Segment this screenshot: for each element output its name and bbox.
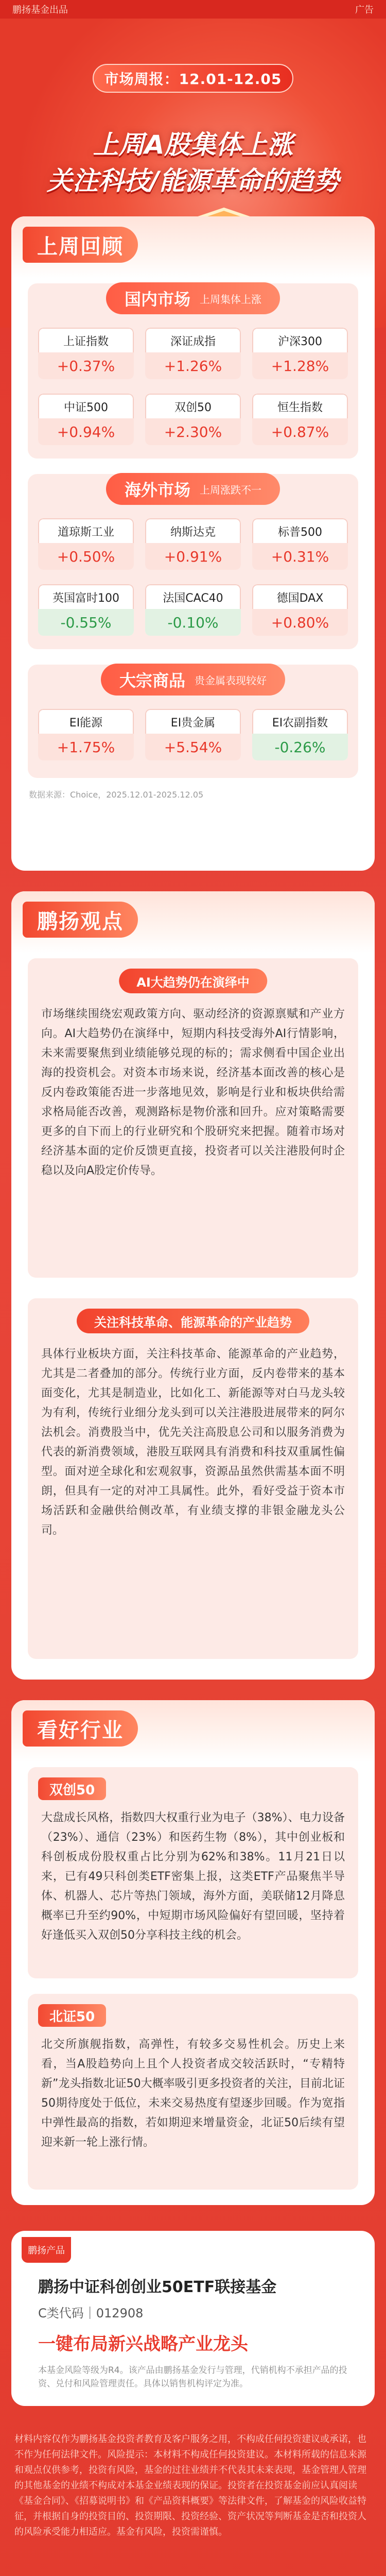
industry-paragraph-2: 北交所旗舰指数，高弹性，有较多交易性机会。历史上来看，当A股趋势向上且个人投资者成交较活跃时，“专精特新”龙头指数北证50大概率吸引更多投资者的关注，目前北证50期待度处于低位，未来交易热度有望逐步回暖。作为宽指中弹性最高的指数，若如期迎来增量资金，北证50后续有望迎来新一轮上涨行情。	[41, 2038, 345, 2149]
disclaimer-text: 材料内容仅作为鹏扬基金投资者教育及客户服务之用，不构成任何投资建议或承诺，也不作为任何法律文件。风险提示：本材料不构成任何投资建议。本材料所载的信息来源和观点仅供参考，投资有风险，基金的过往业绩并不代表其未来表现，基金管理人管理的其他基金的业绩不构成对本基金业绩表现的保证。投资者在投资基金前应认真阅读《基金合同》、《招募说明书》和《产品资料概要》等法律文件，了解基金的风险收益特征，并根据自身的投资目的、投资期限、投资经验、资产状况等判断基金是否和投资人的风险承受能力相适应。基金有风险，投资需谨慎。	[14, 2434, 366, 2537]
index-cell	[145, 328, 241, 379]
index-cell	[38, 328, 134, 379]
fund-badge: 鹏扬产品	[22, 2237, 71, 2263]
index-name: 恒生指数	[252, 394, 348, 418]
index-change: +0.50%	[38, 543, 134, 570]
index-change: +0.80%	[252, 609, 348, 636]
index-name: 双创50	[145, 394, 241, 418]
index-change: +0.91%	[145, 543, 241, 570]
domestic-market-group	[28, 283, 358, 459]
index-cell	[252, 584, 348, 636]
index-cell	[38, 709, 134, 760]
index-cell	[252, 328, 348, 379]
section-title: 鹏扬观点	[23, 902, 138, 938]
index-cell	[145, 518, 241, 570]
index-cell	[252, 394, 348, 445]
overseas-market-group	[28, 474, 358, 649]
index-change: -0.55%	[38, 609, 134, 636]
index-name: EI能源	[38, 709, 134, 734]
week-pill: 市场周报：12.01-12.05	[93, 64, 293, 93]
group-subtitle: 上周涨跌不一	[200, 483, 262, 496]
index-change: +0.94%	[38, 418, 134, 445]
index-change: +1.28%	[252, 352, 348, 379]
commodities-group	[28, 665, 358, 778]
index-name: 纳斯达克	[145, 518, 241, 543]
section-title: 看好行业	[23, 1710, 138, 1747]
industry-tag-1: 双创50	[38, 1777, 106, 1800]
fund-name: 鹏扬中证科创创业50ETF联接基金	[38, 2278, 277, 2296]
group-subtitle: 贵金属表现较好	[195, 674, 267, 687]
index-name: 上证指数	[38, 328, 134, 352]
index-change: +0.37%	[38, 352, 134, 379]
index-name: 德国DAX	[252, 584, 348, 609]
index-name: 中证500	[38, 394, 134, 418]
index-change: +1.26%	[145, 352, 241, 379]
ad-label: 广告	[355, 5, 374, 15]
index-name: EI农副指数	[252, 709, 348, 734]
data-source-note: 数据来源：Choice，2025.12.01-2025.12.05	[29, 790, 204, 800]
index-name: 深证成指	[145, 328, 241, 352]
view-pill-1: AI大趋势仍在演绎中	[119, 969, 267, 993]
index-cell	[252, 518, 348, 570]
view-pill-2: 关注科技革命、能源革命的产业趋势	[77, 1309, 309, 1333]
view-paragraph-1: 市场继续围绕宏观政策方向、驱动经济的资源禀赋和产业方向。AI大趋势仍在演绎中，短期内科技受海外AI行情影响，未来需要聚焦到业绩能够兑现的标的；需求侧看中国企业出海的投资机会。对资本市场来说，经济基本面改善的核心是反内卷政策能否进一步落地见效，影响是行业和板块供给需求格局能否改善，观测路标是物价涨和回升。应对策略需要更多的自下而上的行业研究和个股研究来把握。随着市场对经济基本面的定价反馈更直接，投资者可以关注港股何时企稳以及向A股定价传导。	[41, 1008, 345, 1177]
index-change: +0.87%	[252, 418, 348, 445]
brand-label: 鹏扬基金出品	[12, 5, 68, 15]
industry-paragraph-1: 大盘成长风格，指数四大权重行业为电子（38%）、电力设备（23%）、通信（23%）和医药生物（8%），其中创业板和科创板成份股权重占比分别为62%和38%。11月21日以来，已有49只科创类ETF密集上报，这类ETF产品聚焦半导体、机器人、芯片等热门领域，海外方面，美联储12月降息概率已升至约90%，中短期市场风险偏好有望回暖，坚持着好逢低买入双创50分享科技主线的机会。	[41, 1811, 345, 1942]
index-change: +5.54%	[145, 734, 241, 760]
index-change: +1.75%	[38, 734, 134, 760]
group-title: 海外市场	[124, 480, 191, 500]
index-name: 英国富时100	[38, 584, 134, 609]
fund-slogan: 一键布局新兴战略产业龙头	[38, 2334, 248, 2354]
group-subtitle: 上周集体上涨	[200, 293, 262, 306]
group-title: 大宗商品	[119, 671, 186, 690]
index-cell	[38, 518, 134, 570]
top-bar	[0, 0, 386, 19]
index-change: +2.30%	[145, 418, 241, 445]
headline-line-2: 关注科技/能源革命的趋势	[46, 166, 340, 196]
domestic-market-pill	[106, 282, 280, 314]
index-name: 法国CAC40	[145, 584, 241, 609]
headline-line-1: 上周A股集体上涨	[93, 130, 293, 160]
index-cell	[145, 394, 241, 445]
fund-risk-note: 本基金风险等级为R4。该产品由鹏扬基金发行与管理，代销机构不承担产品的投资、兑付和风险管理责任。具体以销售机构评定为准。	[38, 2365, 347, 2389]
index-name: 沪深300	[252, 328, 348, 352]
index-cell	[145, 584, 241, 636]
fund-product-card[interactable]	[11, 2231, 375, 2406]
view-paragraph-2: 具体行业板块方面，关注科技革命、能源革命的产业趋势，尤其是二者叠加的部分。传统行业方面，反内卷带来的基本面变化，尤其是制造业，比如化工、新能源等对白马龙头较为有利，传统行业细分龙头到可以关注港股进展带来的阿尔法机会。消费股当中，优先关注高股息公司和以服务消费为代表的新消费领域，港股互联网具有消费和科技双重属性偏型。面对逆全球化和宏观叙事，资源品虽然供需基本面不明朗，但具有一定的对冲工具属性。此外，看好受益于资本市场活跃和金融供给侧改革，有业绩支撑的非银金融龙头公司。	[41, 1348, 345, 1537]
commodities-pill	[101, 664, 285, 696]
index-name: 道琼斯工业	[38, 518, 134, 543]
industry-tag-2: 北证50	[38, 2004, 106, 2027]
index-cell	[38, 394, 134, 445]
overseas-market-pill	[106, 473, 280, 505]
index-change: -0.26%	[252, 734, 348, 760]
fund-code: C类代码｜012908	[38, 2306, 144, 2320]
section-title: 上周回顾	[23, 227, 138, 263]
views-section	[11, 891, 375, 1680]
group-title: 国内市场	[124, 290, 191, 309]
index-name: EI贵金属	[145, 709, 241, 734]
index-change: +0.31%	[252, 543, 348, 570]
industry-section	[11, 1700, 375, 2205]
index-name: 标普500	[252, 518, 348, 543]
index-cell	[145, 709, 241, 760]
last-week-review-section	[11, 216, 375, 871]
index-cell	[252, 709, 348, 760]
index-cell	[38, 584, 134, 636]
index-change: -0.10%	[145, 609, 241, 636]
